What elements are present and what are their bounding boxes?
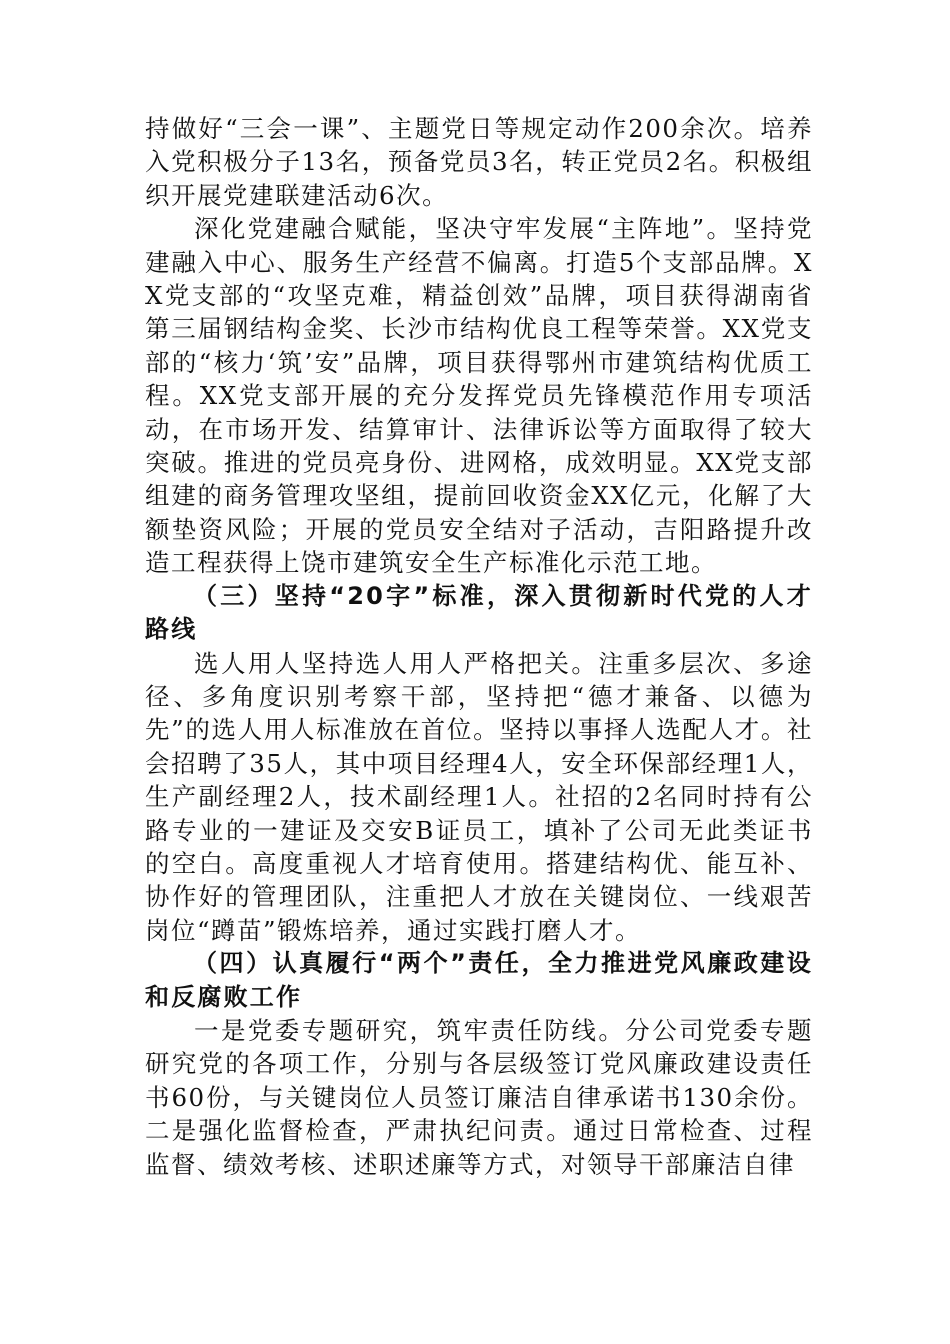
section-heading-three: （三）坚持“20字”标准，深入贯彻新时代党的人才路线 [145,581,813,644]
section-heading-four: （四）认真履行“两个”责任，全力推进党风廉政建设和反腐败工作 [145,949,813,1011]
paragraph-talent-selection: 选人用人坚持选人用人严格把关。注重多层次、多途径、多角度识别考察干部，坚持把“德才兼备、以德为先”的选人用人标准放在首位。坚持以事择人选配人才。社会招聘了35人，其中项目经理4人，安全环保部经理1人，生产副经理2人，技术副经理1人。社招的2名同时持有公路专业的一建证及交安B证员工，填补了公司无此类证书的空白。高度重视人才培育使用。搭建结构优、能互补、协作好的管理团队，注重把人才放在关键岗位、一线艰苦岗位“蹲苗”锻炼培养，通过实践打磨人才。 [145,648,813,945]
paragraph-party-activities-continued: 持做好“三会一课”、主题党日等规定动作200余次。培养入党积极分子13名，预备党员3名，转正党员2名。积极组织开展党建联建活动6次。 [145,114,813,210]
document-body [145,112,813,1181]
paragraph-party-integration: 深化党建融合赋能，坚决守牢发展“主阵地”。坚持党建融入中心、服务生产经营不偏离。打造5个支部品牌。XX党支部的“攻坚克难，精益创效”品牌，项目获得湖南省第三届钢结构金奖、长沙市结构优良工程等荣誉。XX党支部的“核力‘筑’安”品牌，项目获得鄂州市建筑结构优质工程。XX党支部开展的充分发挥党员先锋模范作用专项活动，在市场开发、结算审计、法律诉讼等方面取得了较大突破。推进的党员亮身份、进网格，成效明显。XX党支部组建的商务管理攻坚组，提前回收资金XX亿元，化解了大额垫资风险；开展的党员安全结对子活动，吉阳路提升改造工程获得上饶市建筑安全生产标准化示范工地。 [145,214,813,578]
paragraph-anti-corruption: 一是党委专题研究，筑牢责任防线。分公司党委专题研究党的各项工作，分别与各层级签订党风廉政建设责任书60份，与关键岗位人员签订廉洁自律承诺书130余份。二是强化监督检查，严肃执纪问责。通过日常检查、过程监督、绩效考核、述职述廉等方式，对领导干部廉洁自律 [145,1015,813,1179]
